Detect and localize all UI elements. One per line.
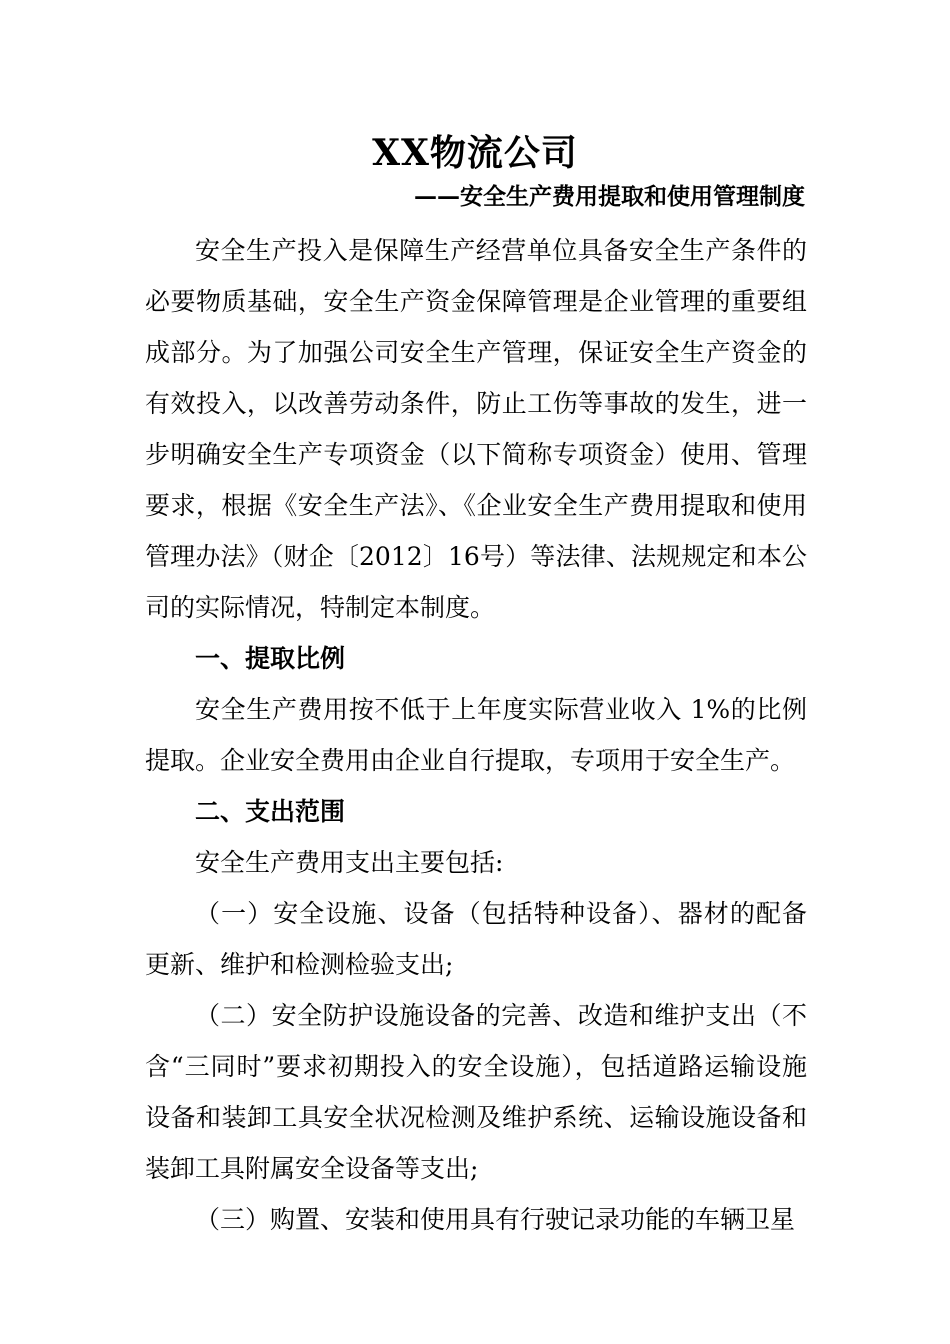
list-item: （三）购置、安装和使用具有行驶记录功能的车辆卫星 <box>195 1205 796 1234</box>
document-body <box>145 225 807 1245</box>
section-heading-extraction-ratio: 一、提取比例 <box>195 644 346 673</box>
document-subtitle: ——安全生产费用提取和使用管理制度 <box>414 183 805 210</box>
section-heading-expenditure-scope: 二、支出范围 <box>195 797 346 826</box>
section-paragraph-extraction-ratio: 安全生产费用按不低于上年度实际营业收入 1%的比例提取。企业安全费用由企业自行提取，专项用于安全生产。 <box>145 695 807 775</box>
intro-paragraph: 安全生产投入是保障生产经营单位具备安全生产条件的必要物质基础，安全生产资金保障管理是企业管理的重要组成部分。为了加强公司安全生产管理，保证安全生产资金的有效投入，以改善劳动条件，防止工伤等事故的发生，进一步明确安全生产专项资金（以下简称专项资金）使用、管理要求，根据《安全生产法》、《企业安全生产费用提取和使用管理办法》（财企〔2012〕16号）等法律、法规规定和本公司的实际情况，特制定本制度。 <box>145 236 807 622</box>
list-item: （一）安全设施、设备（包括特种设备）、器材的配备更新、维护和检测检验支出; <box>145 899 807 979</box>
section-lead-expenditure-scope: 安全生产费用支出主要包括: <box>195 848 504 877</box>
list-item: （二）安全防护设施设备的完善、改造和维护支出（不含“三同时”要求初期投入的安全设施），包括道路运输设施设备和装卸工具安全状况检测及维护系统、运输设施设备和装卸工具附属安全设备等支出; <box>145 1001 807 1183</box>
document-title: XX物流公司 <box>372 132 578 174</box>
